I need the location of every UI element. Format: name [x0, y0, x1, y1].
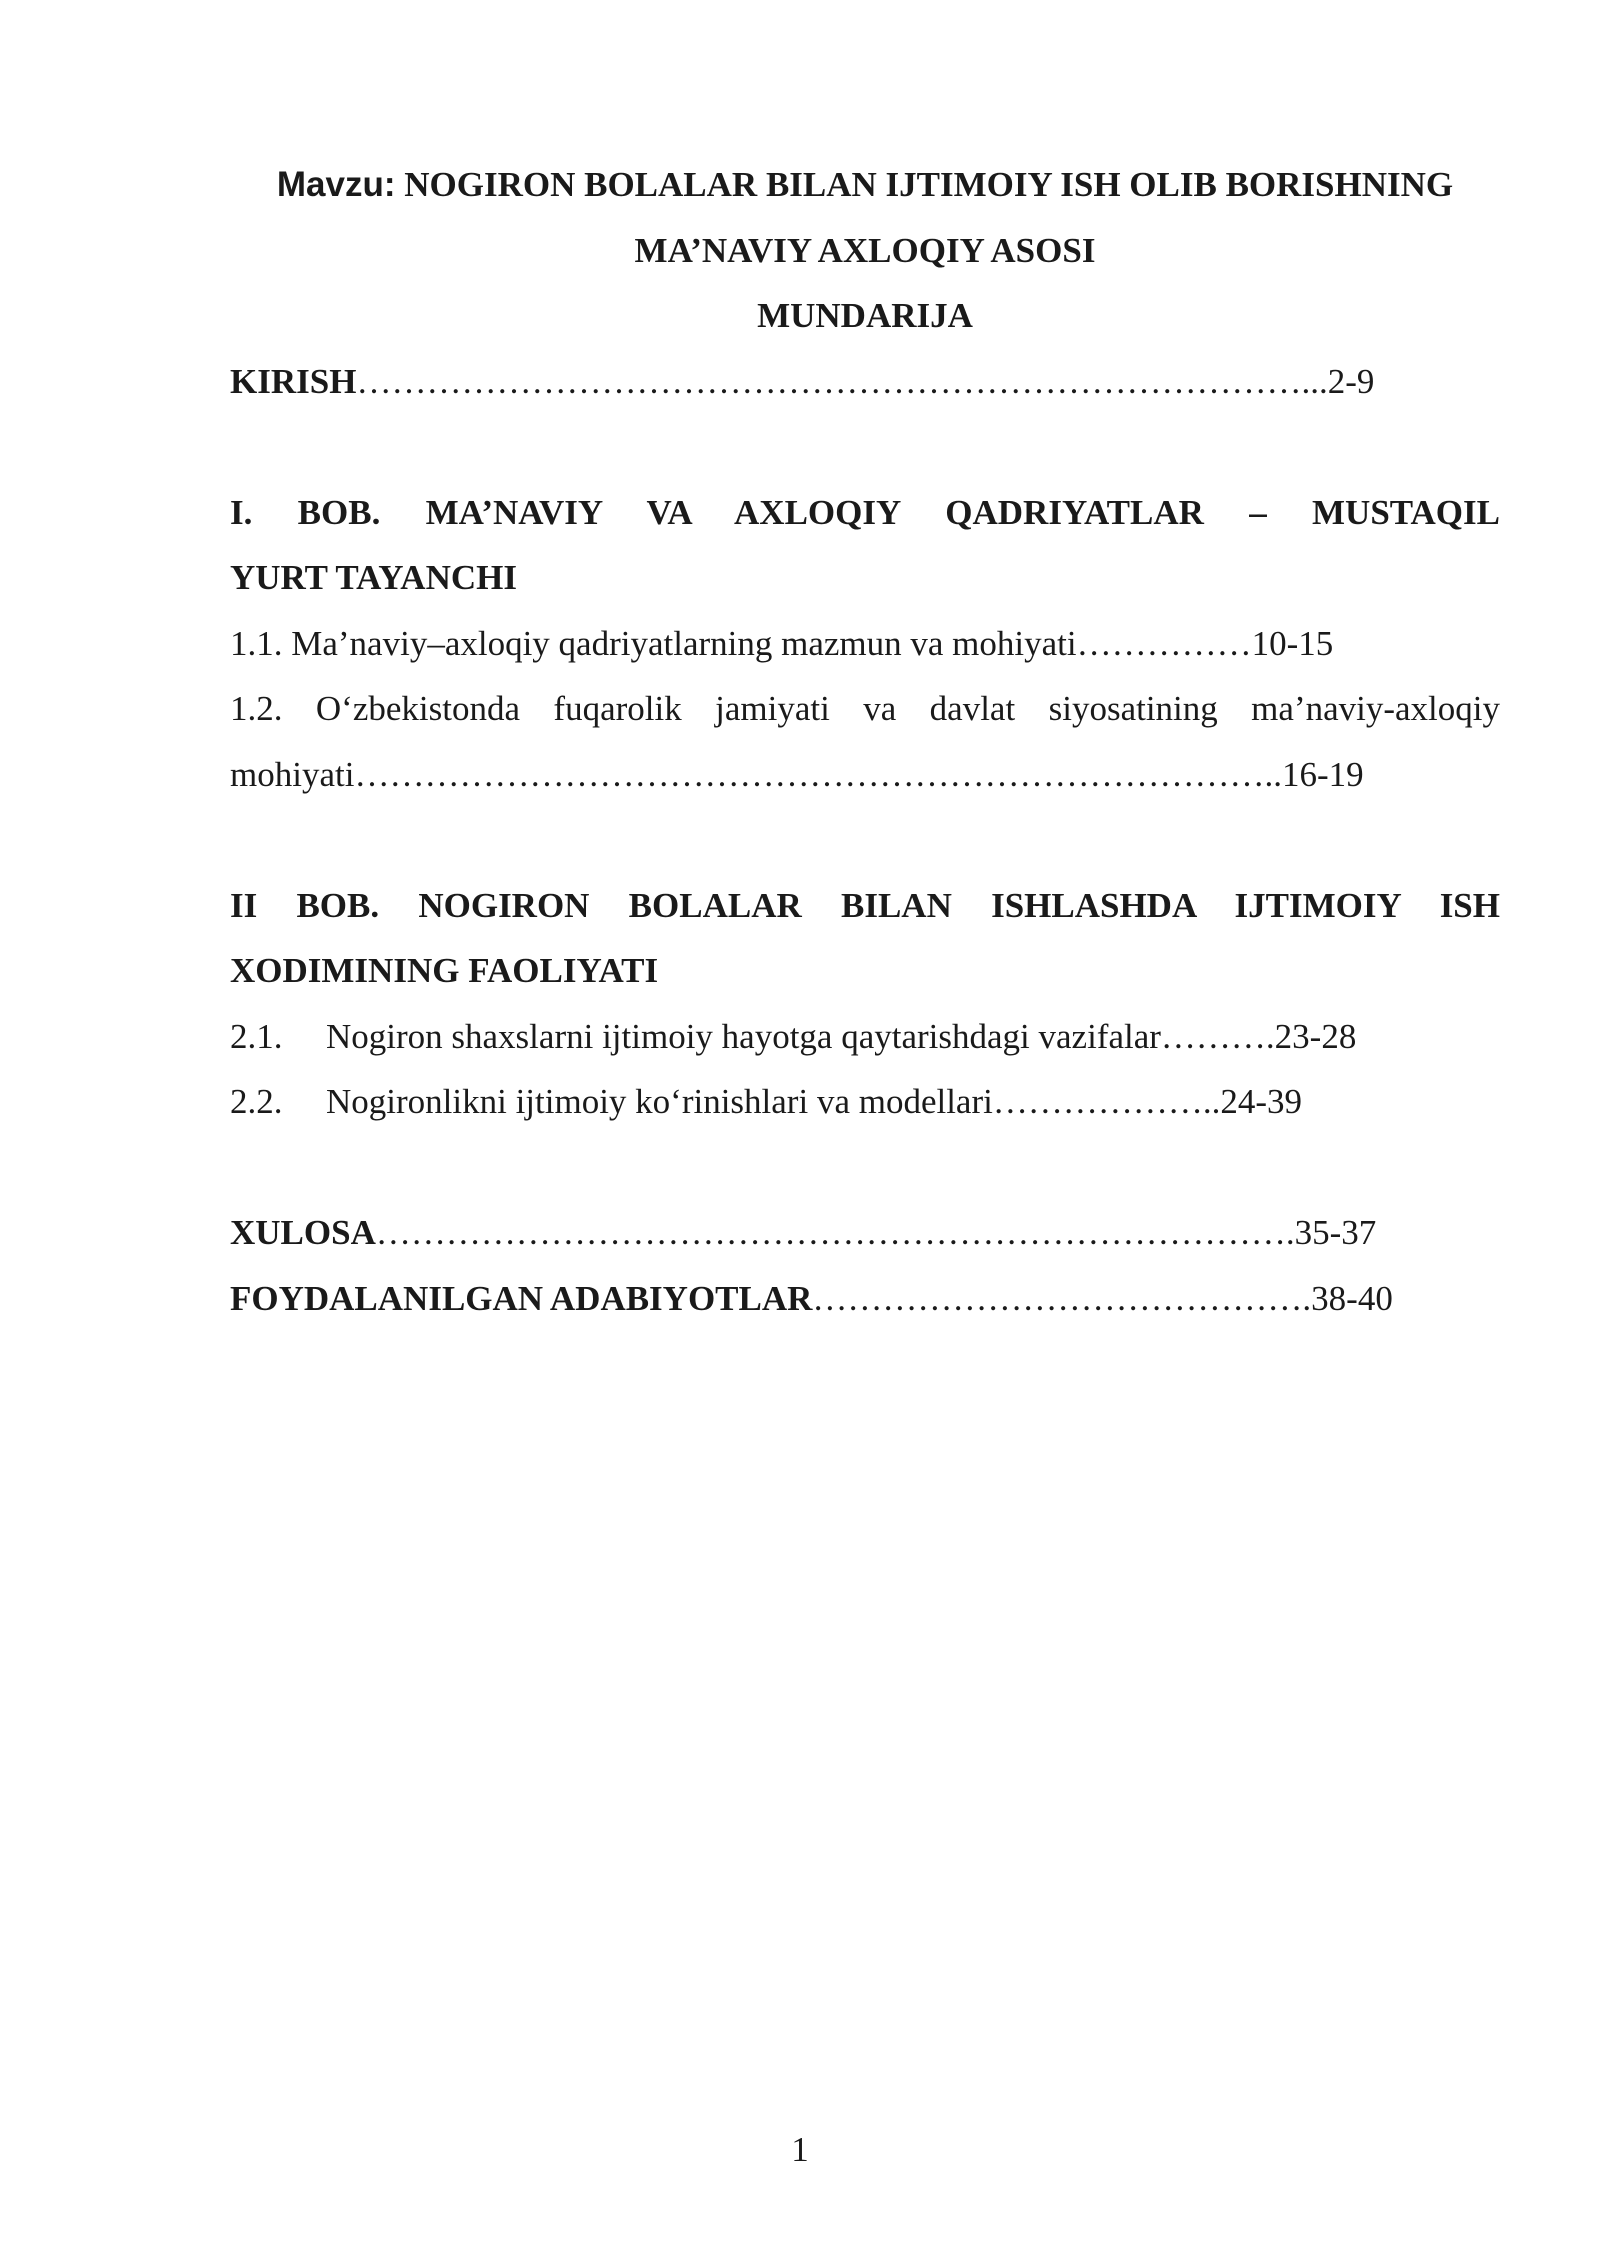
toc-page-range: 10-15: [1251, 623, 1334, 663]
toc-entry-intro: [230, 349, 1500, 415]
title-lead: Mavzu:: [276, 165, 396, 204]
toc-page-range: 23-28: [1274, 1016, 1357, 1056]
toc-page-range: 24-39: [1220, 1082, 1303, 1121]
toc-section-1-2-continued: [230, 742, 1500, 808]
title-text-1: NOGIRON BOLALAR BILAN IJTIMOIY ISH OLIB BORISHNING: [404, 165, 1454, 204]
spacer: [230, 414, 1500, 480]
spacer: [230, 1135, 1500, 1201]
toc-section-text: Nogiron shaxslarni ijtimoiy hayotga qaytarishdagi vazifalar: [326, 1016, 1161, 1056]
toc-leader: ……………: [1076, 623, 1252, 663]
toc-leader: ……….: [1160, 1016, 1275, 1056]
toc-chapter-2-title-continued: XODIMINING FAOLIYATI: [230, 951, 659, 990]
toc-leader: …………………………………………………………………….: [375, 1213, 1295, 1252]
document-title-line-2: MA’NAVIY AXLOQIY ASOSI: [634, 230, 1096, 270]
toc-entry-references: [230, 1266, 1500, 1332]
toc-leader: ……………………………………………………………………..: [354, 754, 1282, 794]
toc-entry-label: XULOSA: [230, 1213, 376, 1252]
toc-section-1-1: [230, 611, 1500, 677]
toc-section-number: 2.1.: [230, 1016, 283, 1056]
toc-section-text: 1.1. Ma’naviy–axloqiy qadriyatlarning mazmun va mohiyati: [230, 623, 1077, 663]
toc-leader: …………………………………….: [812, 1278, 1312, 1318]
page-number: 1: [791, 2130, 809, 2169]
toc-entry-conclusion: [230, 1200, 1500, 1266]
toc-leader: ………………..: [992, 1082, 1221, 1121]
document-title-line-1: [230, 152, 1500, 218]
spacer: [230, 807, 1500, 873]
toc-chapter-2-title: II BOB. NOGIRON BOLALAR BILAN ISHLASHDA IJTIMOIY ISH: [230, 885, 1500, 925]
document-page: [230, 152, 1500, 1331]
toc-entry-label: KIRISH: [230, 361, 357, 401]
toc-chapter-1-title: I. BOB. MA’NAVIY VA AXLOQIY QADRIYATLAR – MUSTAQIL: [230, 492, 1500, 532]
toc-entry-label: FOYDALANILGAN ADABIYOTLAR: [230, 1278, 813, 1318]
toc-page-range: 2-9: [1327, 361, 1375, 401]
toc-section-2-2: [230, 1069, 1500, 1135]
toc-page-range: 16-19: [1281, 754, 1364, 794]
toc-page-range: 38-40: [1311, 1278, 1393, 1318]
toc-leader: ………………………………………………………………………...: [356, 361, 1328, 401]
toc-section-2-1: [230, 1004, 1500, 1070]
toc-section-text: Nogironlikni ijtimoiy ko‘rinishlari va modellari: [326, 1082, 993, 1121]
toc-heading: MUNDARIJA: [757, 296, 973, 335]
toc-section-text: mohiyati: [230, 754, 355, 794]
toc-page-range: 35-37: [1294, 1213, 1377, 1252]
toc-section-1-2: 1.2. O‘zbekistonda fuqarolik jamiyati va davlat siyosatining ma’naviy-axloqiy: [230, 689, 1500, 728]
toc-chapter-1-title-continued: YURT TAYANCHI: [230, 558, 517, 597]
toc-section-number: 2.2.: [230, 1082, 283, 1121]
